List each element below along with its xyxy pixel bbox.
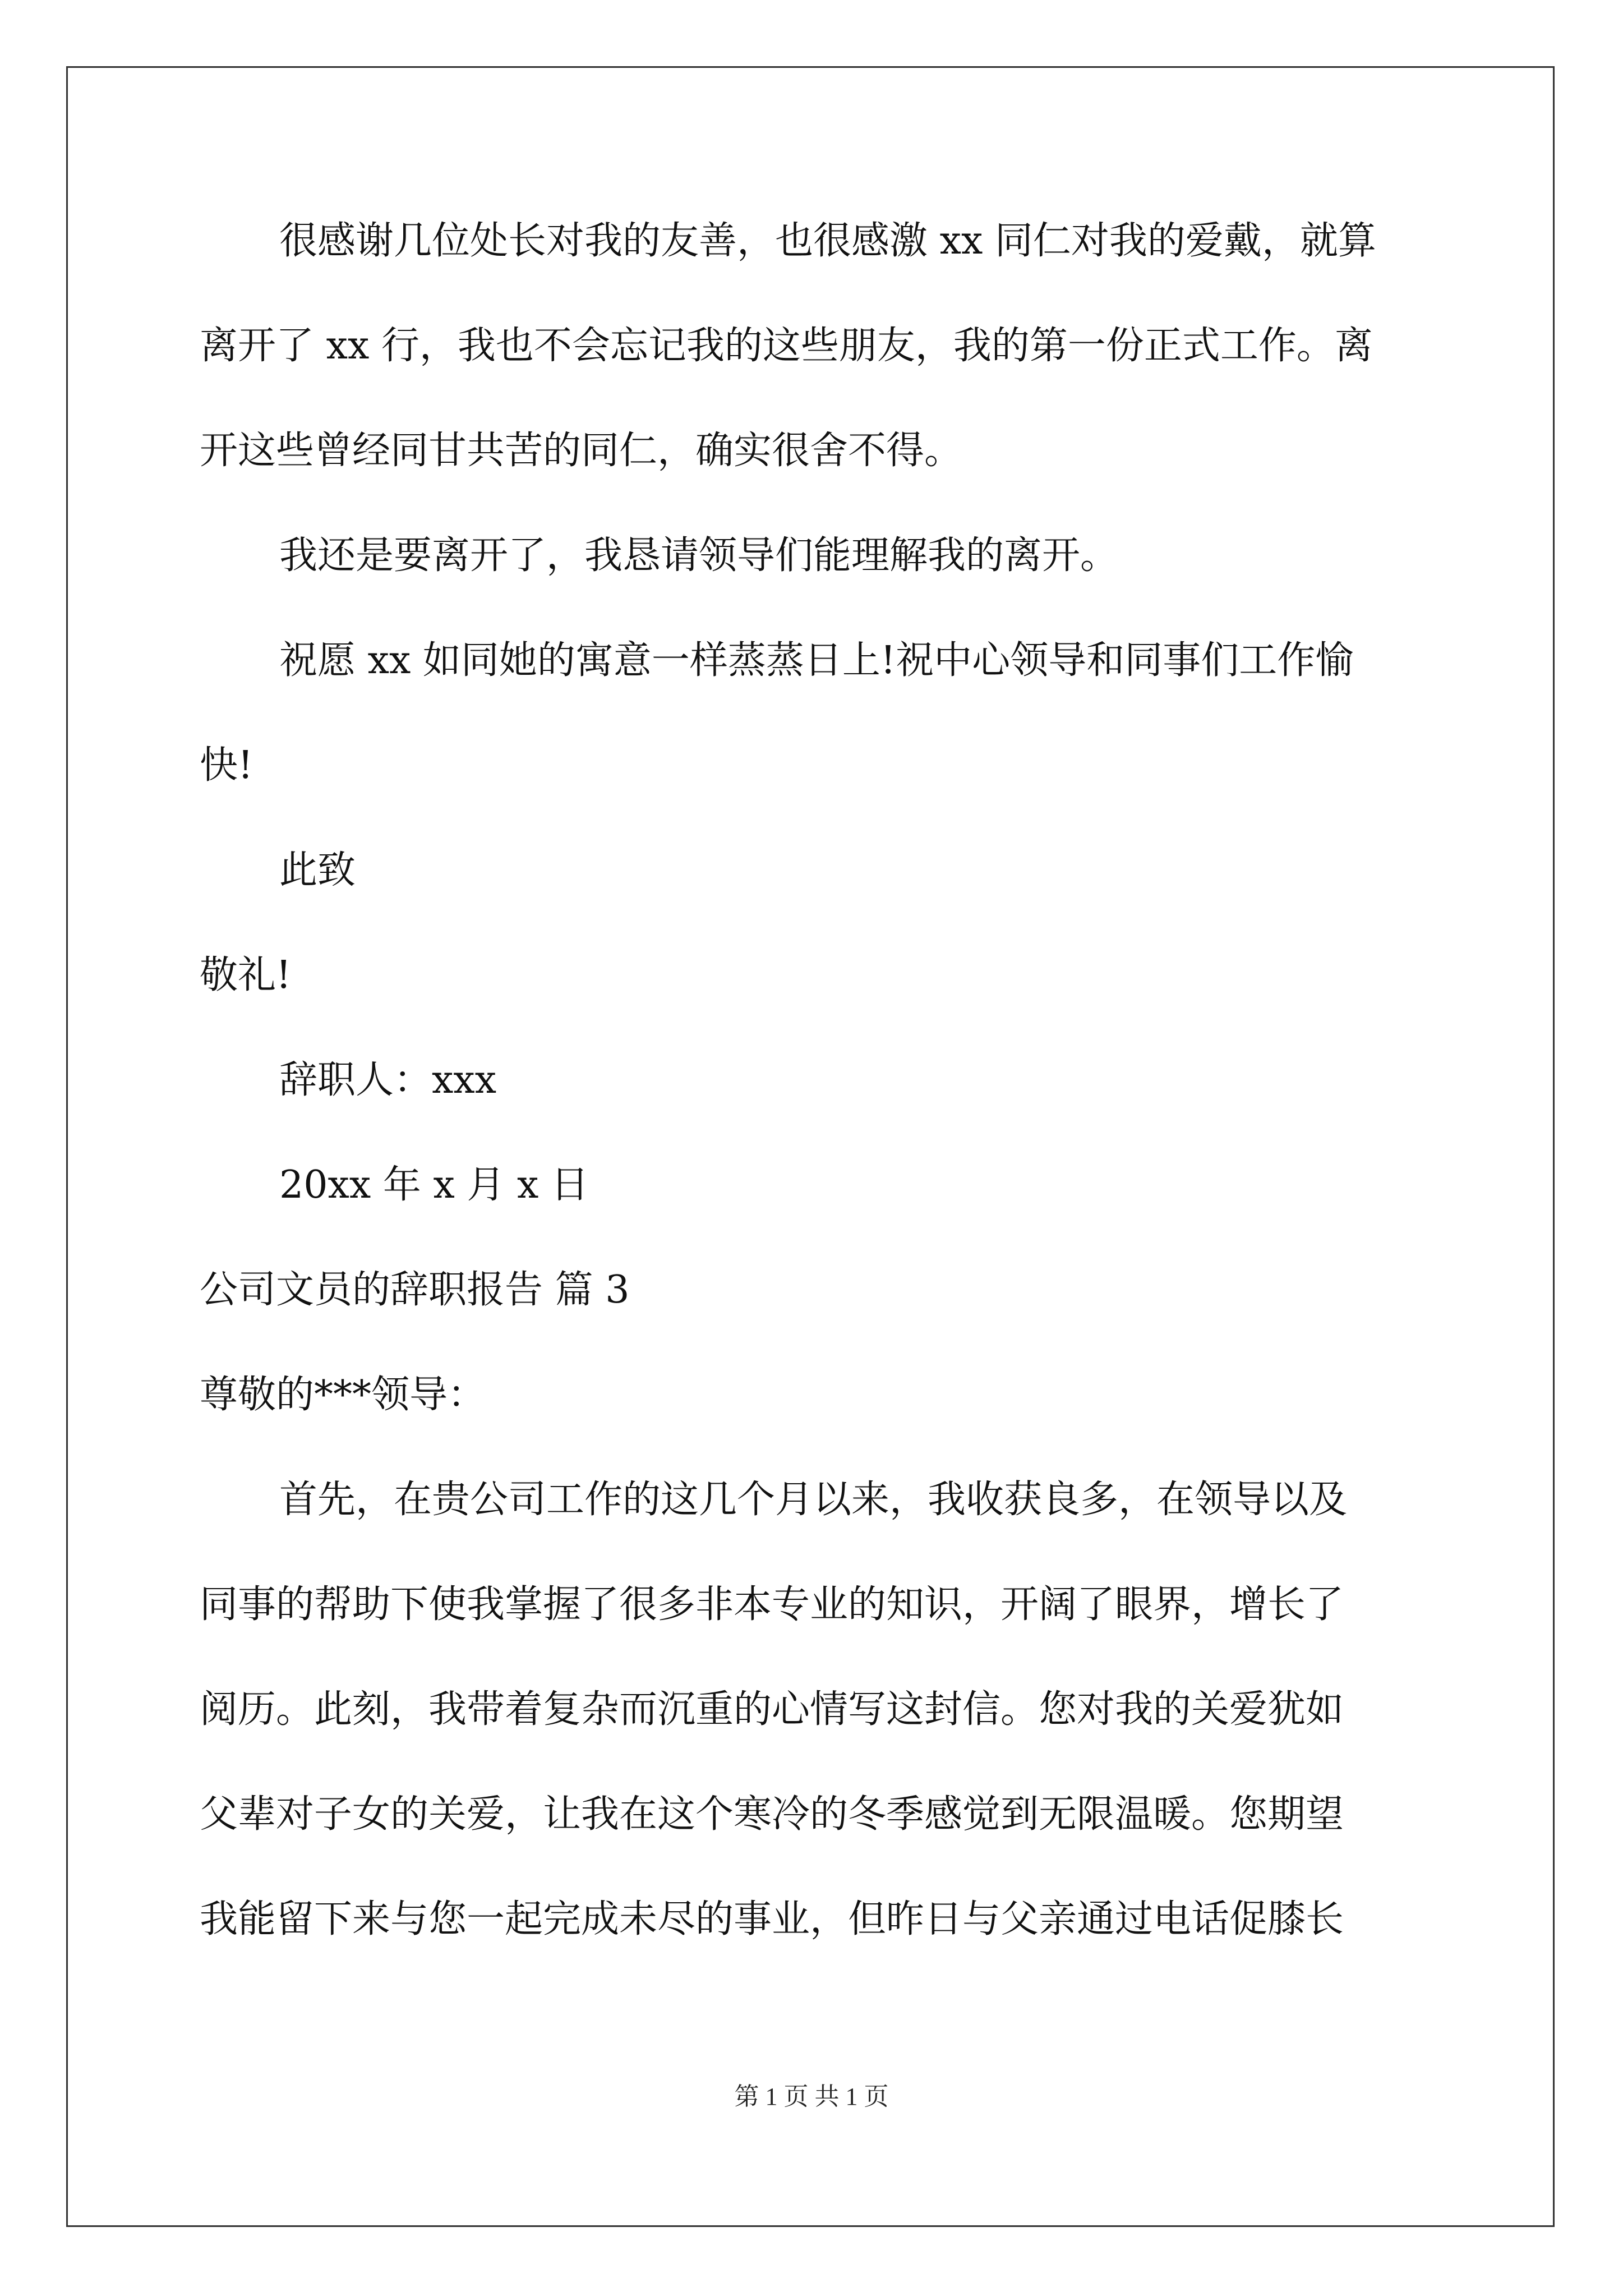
paragraph-line: 快! xyxy=(200,743,253,788)
paragraph-line: 阅历。此刻，我带着复杂而沉重的心情写这封信。您对我的关爱犹如 xyxy=(200,1687,1344,1732)
date-line: 20xx 年 x 月 x 日 xyxy=(279,1163,589,1207)
paragraph-line: 父辈对子女的关爱，让我在这个寒冷的冬季感觉到无限温暖。您期望 xyxy=(200,1792,1344,1837)
salutation-line: 敬礼! xyxy=(200,953,292,997)
page-footer: 第 1 页 共 1 页 xyxy=(734,2083,889,2110)
closing-line: 此致 xyxy=(279,848,356,892)
paragraph-line: 同事的帮助下使我掌握了很多非本专业的知识，开阔了眼界，增长了 xyxy=(200,1582,1344,1627)
paragraph-line: 祝愿 xx 如同她的寓意一样蒸蒸日上!祝中心领导和同事们工作愉 xyxy=(279,638,1354,683)
paragraph-line: 首先，在贵公司工作的这几个月以来，我收获良多，在领导以及 xyxy=(279,1478,1348,1522)
paragraph-line: 离开了 xx 行，我也不会忘记我的这些朋友，我的第一份正式工作。离 xyxy=(200,324,1373,368)
paragraph-line: 我还是要离开了，我恳请领导们能理解我的离开。 xyxy=(279,533,1119,578)
paragraph-line: 很感谢几位处长对我的友善，也很感激 xx 同仁对我的爱戴，就算 xyxy=(279,219,1376,263)
paragraph-line: 开这些曾经同甘共苦的同仁，确实很舍不得。 xyxy=(200,429,963,473)
greeting-line: 尊敬的***领导： xyxy=(200,1373,486,1417)
signature-line: 辞职人：xxx xyxy=(279,1058,497,1102)
section-heading: 公司文员的辞职报告 篇 3 xyxy=(200,1268,630,1312)
paragraph-line: 我能留下来与您一起完成未尽的事业，但昨日与父亲通过电话促膝长 xyxy=(200,1897,1344,1941)
